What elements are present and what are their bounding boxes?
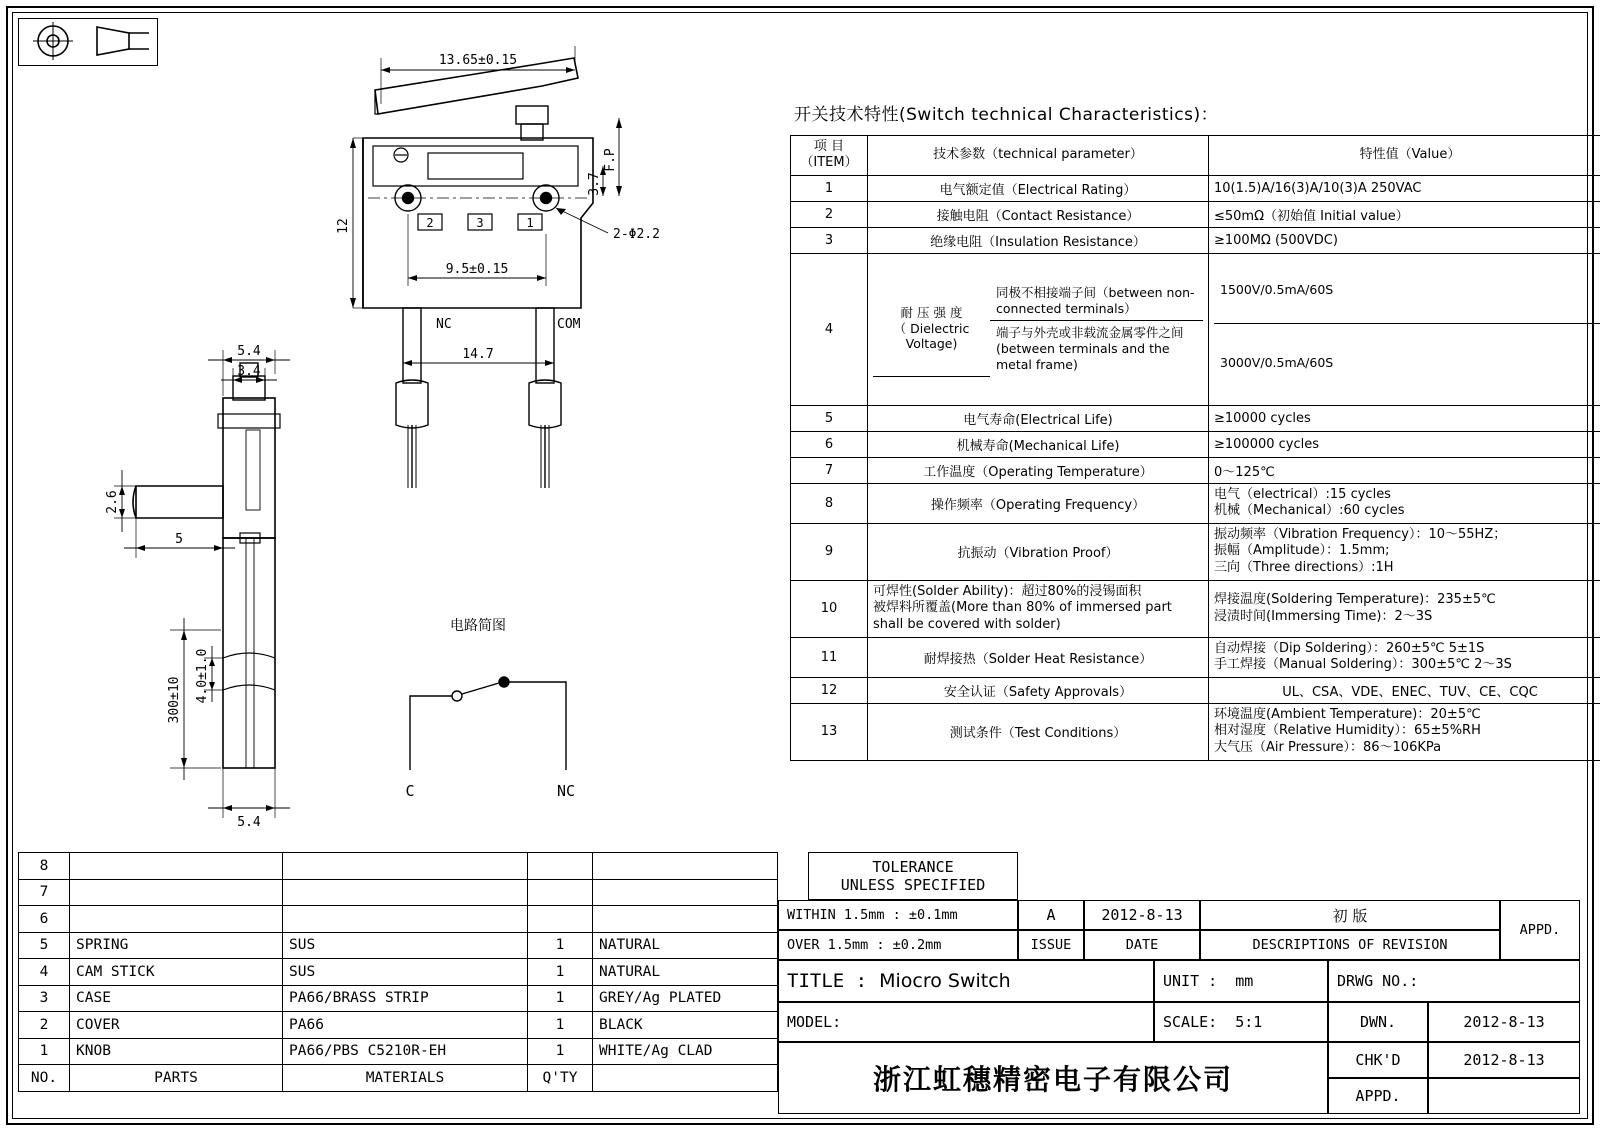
bom-material: SUS [283,932,528,959]
bom-material: PA66/PBS C5210R-EH [283,1038,528,1065]
bom-remark [593,906,778,933]
spec-header-row [791,136,1600,176]
bom-header-no: NO. [19,1065,70,1092]
bom-qty: 1 [528,932,593,959]
spec-section [790,100,1580,761]
bom-row [19,959,778,986]
row-value [1209,523,1600,580]
header-item-line1: 项 目 [813,139,845,154]
value-line-1: 振动频率（Vibration Frequency）：10～55HZ； [1214,526,1507,542]
row-parameter: 耐焊接热（Solder Heat Resistance） [868,637,1209,677]
header-item-line2: （ITEM） [800,155,858,171]
drwg-no-field: DRWG NO.: [1328,960,1580,1002]
row-parameter: 绝缘电阻（Insulation Resistance） [868,227,1209,253]
spec-row [791,580,1600,637]
value-line-1: 自动焊接（Dip Soldering）：260±5℃ 5±1S [1214,640,1485,656]
bom-remark: BLACK [593,1012,778,1039]
svg-text:2: 2 [426,216,434,230]
dim-3-4: 3.4 [237,364,261,379]
header-item [791,136,868,176]
bom-no: 8 [19,853,70,880]
dielectric-sub-label-2: 端子与外壳或非载流金属零件之间(between terminals and the metal frame) [996,325,1184,372]
bom-part [70,879,283,906]
label-com: COM [557,317,581,332]
dim-4-0: 4.0±1.0 [195,648,210,704]
value-line-2: 浸渍时间(Immersing Time)：2～3S [1214,608,1433,624]
date-label: DATE [1084,930,1200,960]
value-line-1: 环境温度(Ambient Temperature)：20±5℃ [1214,706,1481,722]
spec-row [791,483,1600,523]
row-value [1209,580,1600,637]
tolerance-over: OVER 1.5mm : ±0.2mm [778,930,1018,960]
title-block [778,852,1580,1114]
row-item: 4 [791,253,868,405]
bom-part: COVER [70,1012,283,1039]
row-parameter: 电气额定值（Electrical Rating） [868,175,1209,201]
dim-wire-length: 300±10 [167,676,182,724]
bom-no: 5 [19,932,70,959]
row-value: 10(1.5)A/16(3)A/10(3)A 250VAC [1209,175,1600,201]
row-parameter-group [868,253,1209,405]
row-item: 3 [791,227,868,253]
dielectric-value-table [1214,257,1600,402]
bom-row [19,932,778,959]
row-item: 9 [791,523,868,580]
spec-row [791,703,1600,760]
value-line-2: 振幅（Amplitude）：1.5mm; [1214,543,1390,559]
bom-no: 2 [19,1012,70,1039]
row-item: 2 [791,201,868,227]
dielectric-value-row [1214,323,1600,402]
dim-3-7: 3.7 [587,172,602,196]
bom-table [18,852,778,1092]
dim-2-6: 2.6 [105,490,120,514]
circuit-label-nc: NC [556,782,576,800]
param-line-2: 被焊料所覆盖(More than 80% of immersed part [873,600,1172,616]
tolerance-line2: UNLESS SPECIFIED [840,876,986,894]
bom-no: 3 [19,985,70,1012]
bom-qty [528,906,593,933]
bom-no: 7 [19,879,70,906]
value-line-2: 机械（Mechanical）:60 cycles [1214,503,1405,519]
mechanical-drawing [18,18,778,848]
row-item: 1 [791,175,868,201]
dim-top-length: 13.65±0.15 [438,53,518,68]
dim-9-5: 9.5±0.15 [445,262,509,277]
bom-row [19,853,778,880]
row-item: 5 [791,405,868,431]
model-field: MODEL: [778,1002,1154,1042]
bom-qty: 1 [528,985,593,1012]
spec-row [791,405,1600,431]
revision-value: 初 版 [1200,900,1500,930]
bom-qty [528,853,593,880]
row-value [1209,637,1600,677]
appd-label: APPD. [1328,1078,1428,1114]
circuit-label-c: C [405,782,415,800]
bom-material: PA66 [283,1012,528,1039]
bom-header-remark [593,1065,778,1092]
row-value [1209,703,1600,760]
row-item: 6 [791,431,868,457]
bom-remark: NATURAL [593,932,778,959]
bom-qty [528,879,593,906]
param-line-1: 可焊性(Solder Ability)：超过80%的浸锡面积 [873,583,1142,599]
svg-text:1: 1 [526,216,534,230]
date-value: 2012-8-13 [1084,900,1200,930]
value-line-1: 焊接温度(Soldering Temperature)：235±5℃ [1214,591,1496,607]
value-line-3: 三向（Three directions）:1H [1214,560,1394,575]
bom-remark: NATURAL [593,959,778,986]
revision-appd-label: APPD. [1500,900,1580,960]
bom-header-row [19,1065,778,1092]
bom-material: PA66/BRASS STRIP [283,985,528,1012]
bom-qty: 1 [528,1012,593,1039]
row-value: ≥100MΩ (500VDC) [1209,227,1600,253]
value-line-2: 手工焊接（Manual Soldering）：300±5℃ 2～3S [1214,657,1512,673]
spec-row [791,201,1600,227]
bom-part: CAM STICK [70,959,283,986]
spec-row [791,523,1600,580]
bom-remark [593,879,778,906]
row-parameter [868,580,1209,637]
spec-row [791,457,1600,483]
row-parameter: 安全认证（Safety Approvals） [868,677,1209,703]
row-value-group [1209,253,1600,405]
bom-remark [593,853,778,880]
tolerance-within: WITHIN 1.5mm : ±0.1mm [778,900,1018,930]
title-field: TITLE : Miocro Switch [778,960,1154,1002]
bom-material: SUS [283,959,528,986]
header-parameter: 技术参数（technical parameter） [868,136,1209,176]
bom-header-materials: MATERIALS [283,1065,528,1092]
scale-field: SCALE: 5:1 [1154,1002,1328,1042]
row-value: UL、CSA、VDE、ENEC、TUV、CE、CQC [1209,677,1600,703]
bom-part: KNOB [70,1038,283,1065]
dielectric-label-l2: （ Dielectric [893,320,970,336]
row-parameter: 测试条件（Test Conditions） [868,703,1209,760]
spec-row [791,431,1600,457]
chkd-label: CHK'D [1328,1042,1428,1078]
row-value: 0～125℃ [1209,457,1600,483]
dielectric-param-table [873,281,1203,377]
row-parameter: 电气寿命(Electrical Life) [868,405,1209,431]
tolerance-line1: TOLERANCE [872,858,954,876]
row-item: 11 [791,637,868,677]
row-item: 13 [791,703,868,760]
bom-part [70,906,283,933]
dim-holes: 2-Φ2.2 [613,227,660,242]
bom-qty: 1 [528,959,593,986]
bom-material [283,879,528,906]
tolerance-header [808,852,1018,900]
bom-part [70,853,283,880]
bom-no: 4 [19,959,70,986]
row-parameter: 工作温度（Operating Temperature） [868,457,1209,483]
dielectric-label-l3: Voltage) [905,336,958,352]
bom-row [19,879,778,906]
dim-5-4-top: 5.4 [237,344,261,359]
row-value [1209,483,1600,523]
row-item: 8 [791,483,868,523]
issue-label: ISSUE [1018,930,1084,960]
issue-value: A [1018,900,1084,930]
spec-row [791,227,1600,253]
unit-field: UNIT : mm [1154,960,1328,1002]
dielectric-sub-row [873,281,1203,321]
bom-remark: WHITE/Ag CLAD [593,1038,778,1065]
value-line-3: 大气压（Air Pressure）：86～106KPa [1214,740,1442,755]
param-line-3: shall be covered with solder) [873,616,1061,632]
chkd-date: 2012-8-13 [1428,1042,1580,1078]
spec-row [791,677,1600,703]
svg-text:3: 3 [476,216,484,230]
row-item: 7 [791,457,868,483]
dielectric-sub-label-1: 同极不相接端子间（between non-connected terminals） [990,281,1203,321]
company-name: 浙江虹穗精密电子有限公司 [778,1042,1328,1114]
spec-row [791,637,1600,677]
dielectric-value-1: 1500V/0.5mA/60S [1214,257,1600,324]
spec-row-dielectric [791,253,1600,405]
dielectric-value-2: 3000V/0.5mA/60S [1220,354,1334,370]
bom-header-parts: PARTS [70,1065,283,1092]
dim-fp: F.P [603,148,618,172]
bom-row [19,906,778,933]
bom-qty: 1 [528,1038,593,1065]
circuit-diagram-title: 电路简图 [450,618,506,634]
row-value: ≤50mΩ（初始值 Initial value） [1209,201,1600,227]
row-value: ≥100000 cycles [1209,431,1600,457]
dielectric-main-label [873,281,990,376]
bom-row [19,985,778,1012]
bom-part: CASE [70,985,283,1012]
dim-5: 5 [175,532,183,547]
row-parameter: 抗振动（Vibration Proof） [868,523,1209,580]
appd-value [1428,1078,1580,1114]
dielectric-label-l1: 耐 压 强 度 [900,305,963,321]
bom-material [283,853,528,880]
dim-12: 12 [336,218,351,234]
row-parameter: 机械寿命(Mechanical Life) [868,431,1209,457]
dielectric-value-row [1214,257,1600,324]
dim-5-4-bottom: 5.4 [237,815,261,830]
spec-heading: 开关技术特性(Switch technical Characteristics)： [794,105,1219,125]
value-line-2: 相对湿度（Relative Humidity）：65±5%RH [1214,723,1481,739]
spec-table [790,135,1600,761]
row-item: 12 [791,677,868,703]
label-nc: NC [436,317,452,332]
row-parameter: 接触电阻（Contact Resistance） [868,201,1209,227]
bom-row [19,1038,778,1065]
spec-row [791,175,1600,201]
bom-row [19,1012,778,1039]
bom-remark: GREY/Ag PLATED [593,985,778,1012]
dwn-date: 2012-8-13 [1428,1002,1580,1042]
bom-header-qty: Q'TY [528,1065,593,1092]
bom-material [283,906,528,933]
header-value: 特性值（Value） [1209,136,1600,176]
row-item: 10 [791,580,868,637]
row-value: ≥10000 cycles [1209,405,1600,431]
dim-14-7: 14.7 [462,347,494,362]
dwn-label: DWN. [1328,1002,1428,1042]
revision-label: DESCRIPTIONS OF REVISION [1200,930,1500,960]
bom-part: SPRING [70,932,283,959]
bom-no: 1 [19,1038,70,1065]
bom-no: 6 [19,906,70,933]
value-line-1: 电气（electrical）:15 cycles [1214,486,1391,502]
row-parameter: 操作频率（Operating Frequency） [868,483,1209,523]
